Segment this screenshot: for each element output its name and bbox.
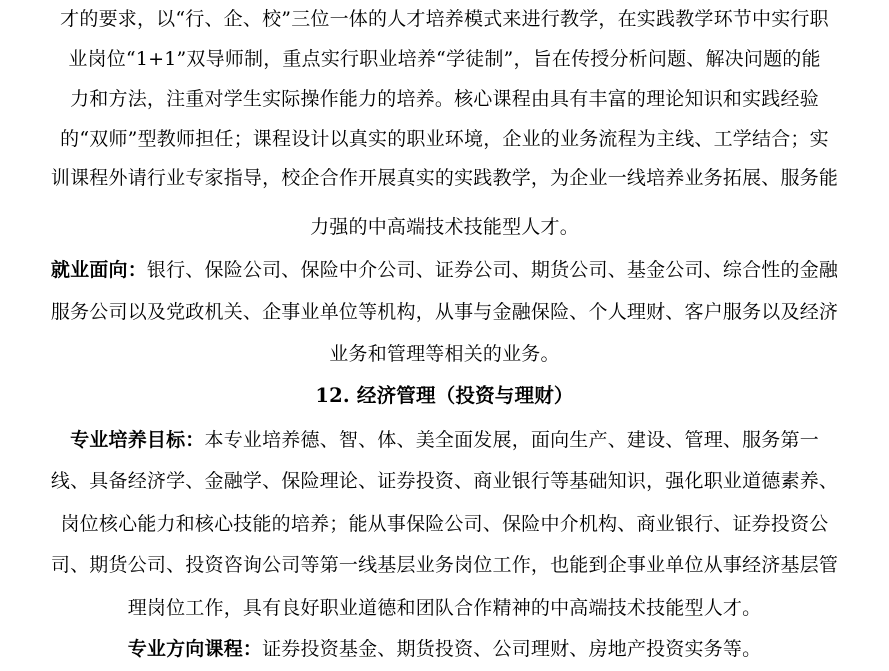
- employment-line: 业务和管理等相关的业务。: [329, 343, 560, 365]
- paragraph-line: 才的要求，以“行、企、校”三位一体的人才培养模式来进行教学，在实践教学环节中实行职: [60, 8, 829, 30]
- courses-label: 专业方向课程：: [127, 638, 263, 660]
- paragraph-line: 的“双师”型教师担任；课程设计以真实的职业环境，企业的业务流程为主线、工学结合；实: [60, 128, 829, 150]
- training-goal-line: 线、具备经济学、金融学、保险理论、证券投资、商业银行等基础知识，强化职业道德素养、: [50, 470, 839, 492]
- employment-label: 就业面向：: [50, 259, 147, 281]
- paragraph-line: 业岗位“1+1”双导师制，重点实行职业培养“学徒制”，旨在传授分析问题、解决问题的能: [68, 48, 821, 70]
- employment-line: [0, 248, 889, 292]
- paragraph-line: 力和方法，注重对学生实际操作能力的培养。核心课程由具有丰富的理论知识和实践经验: [70, 88, 819, 110]
- courses-text: 证券投资基金、期货投资、公司理财、房地产投资实务等。: [262, 638, 762, 660]
- training-goal-line: [0, 418, 889, 462]
- training-goal-line: 理岗位工作，具有良好职业道德和团队合作精神的中高端技术技能型人才。: [127, 597, 762, 619]
- paragraph-line: 力强的中高端技术技能型人才。: [310, 216, 579, 238]
- employment-text: 银行、保险公司、保险中介公司、证券公司、期货公司、基金公司、综合性的金融: [146, 259, 839, 281]
- training-goal-line: 岗位核心能力和核心技能的培养；能从事保险公司、保险中介机构、商业银行、证券投资公: [60, 513, 829, 535]
- training-goal-line: 司、期货公司、投资咨询公司等第一线基层业务岗位工作，也能到企事业单位从事经济基层管: [50, 554, 839, 576]
- employment-line: 服务公司以及党政机关、企事业单位等机构，从事与金融保险、个人理财、客户服务以及经济: [50, 301, 839, 323]
- section-heading: 12. 经济管理（投资与理财）: [315, 384, 574, 407]
- training-goal-text: 本专业培养德、智、体、美全面发展，面向生产、建设、管理、服务第一: [204, 429, 819, 451]
- training-goal-label: 专业培养目标：: [70, 429, 205, 451]
- paragraph-line: 训课程外请行业专家指导，校企合作开展真实的实践教学，为企业一线培养业务拓展、服务能: [50, 167, 839, 189]
- courses-line: [0, 627, 889, 671]
